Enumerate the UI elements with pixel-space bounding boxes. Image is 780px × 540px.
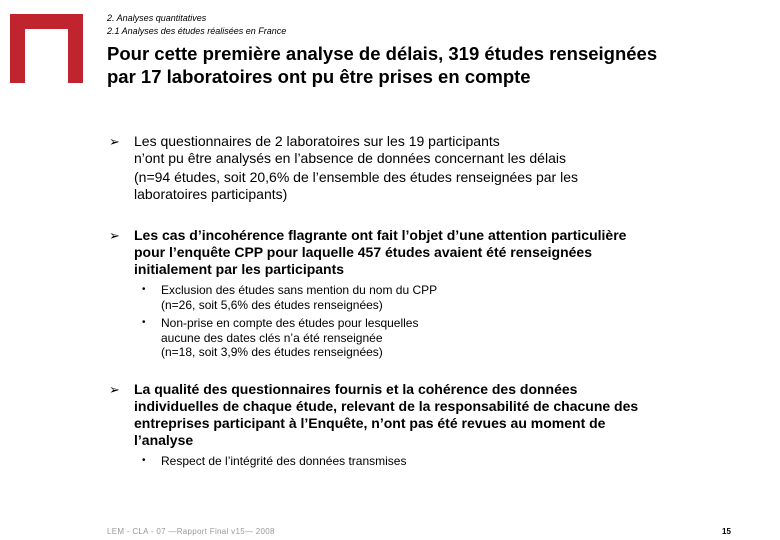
sub-bullet-text: (n=26, soit 5,6% des études renseignées) [161, 297, 383, 312]
page-title [107, 42, 747, 88]
bullet-detail: (n=94 études, soit 20,6% de l’ensemble des études renseignées par les [134, 169, 579, 185]
bullet-text: pour l’enquête CPP pour laquelle 457 études avaient été renseignées [134, 244, 593, 260]
bullet-text: individuelles de chaque étude, relevant de la responsabilité de chacune des [134, 397, 639, 414]
bullet-item [107, 381, 747, 449]
page-title-line: par 17 laboratoires ont pu être prises en compte [107, 66, 531, 87]
bullet-detail: laboratoires participants) [134, 186, 288, 202]
arrow-bullet-icon: ➢ [109, 134, 120, 149]
slide-body [107, 133, 747, 468]
bullet-text: n’ont pu être analysés en l’absence de données concernant les délais [134, 150, 566, 166]
sub-bullet-text: aucune des dates clés n’a été renseignée [161, 330, 383, 345]
breadcrumb [107, 12, 286, 38]
arrow-bullet-icon: ➢ [109, 381, 120, 397]
bullet-text: entreprises participant à l’Enquête, n’ont pas été revues au moment de [134, 414, 606, 431]
breadcrumb-subsection: 2.1 Analyses des études réalisées en France [107, 26, 287, 36]
sub-bullet-item [107, 283, 747, 312]
bracket-logo-icon [10, 14, 83, 83]
page-number: 15 [722, 527, 731, 536]
dot-bullet-icon: • [142, 284, 146, 295]
bullet-text: Les cas d’incohérence flagrante ont fait l’objet d’une attention particulière [134, 227, 627, 243]
sub-bullet-text: Non-prise en compte des études pour lesquelles [161, 316, 419, 330]
sub-bullet-text: (n=18, soit 3,9% des études renseignées) [161, 345, 383, 359]
sub-bullet-text: Respect de l’intégrité des données transmises [161, 453, 407, 468]
arrow-bullet-icon: ➢ [109, 228, 120, 243]
bullet-item [107, 133, 747, 203]
sub-bullet-item [107, 316, 747, 360]
page-title-line: Pour cette première analyse de délais, 319 études renseignées [107, 43, 658, 64]
bullet-item [107, 227, 747, 278]
bullet-text: initialement par les participants [134, 261, 345, 277]
footer-reference: LEM - CLA - 07 —Rapport Final v15— 2008 [107, 527, 275, 536]
bullet-text: Les questionnaires de 2 laboratoires sur les 19 participants [134, 133, 500, 149]
bullet-text: l’analyse [134, 431, 194, 448]
breadcrumb-section: 2. Analyses quantitatives [107, 13, 207, 23]
sub-bullet-text: Exclusion des études sans mention du nom du CPP [161, 283, 438, 297]
sub-bullet-item [107, 454, 747, 469]
dot-bullet-icon: • [142, 454, 146, 466]
dot-bullet-icon: • [142, 317, 146, 328]
bullet-text: La qualité des questionnaires fournis et la cohérence des données [134, 380, 578, 397]
